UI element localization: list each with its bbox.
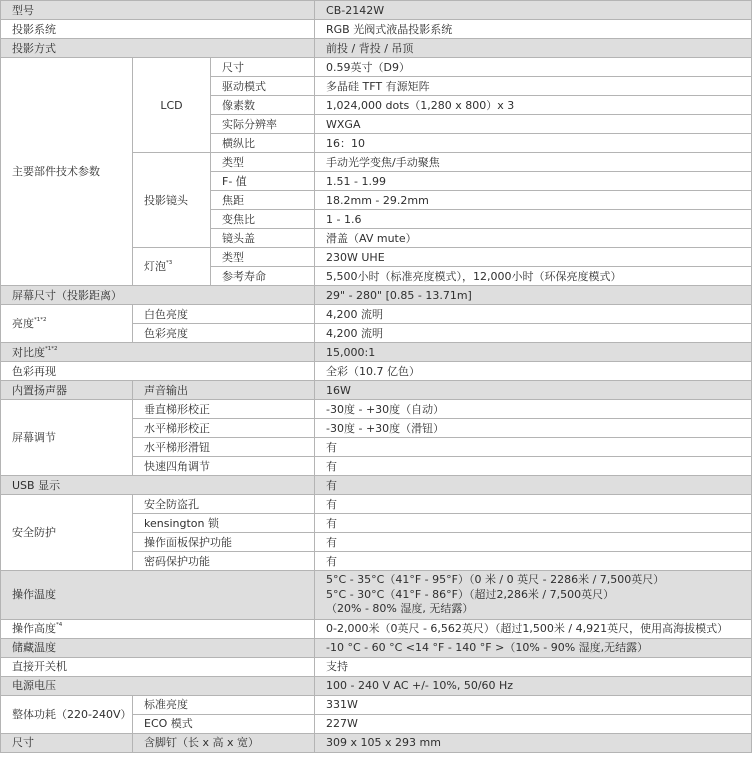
- row-value: 16W: [315, 381, 752, 400]
- table-row: [1, 571, 752, 620]
- row-label: USB 显示: [1, 476, 315, 495]
- row-value: 有: [315, 533, 752, 552]
- row-label: 电源电压: [1, 676, 315, 695]
- row-label: 垂直梯形校正: [133, 400, 315, 419]
- row-value: 1.51 - 1.99: [315, 172, 752, 191]
- subgroup-label-lens: 投影镜头: [133, 153, 211, 248]
- table-row: [1, 58, 752, 77]
- row-value: WXGA: [315, 115, 752, 134]
- row-value: 309 x 105 x 293 mm: [315, 733, 752, 752]
- table-row: [1, 343, 752, 362]
- row-value: 有: [315, 438, 752, 457]
- row-label: [1, 619, 315, 638]
- row-label: 参考寿命: [211, 267, 315, 286]
- brightness-label: 亮度: [12, 317, 34, 330]
- table-row: [1, 676, 752, 695]
- contrast-label: 对比度: [12, 345, 45, 359]
- row-label: 操作面板保护功能: [133, 533, 315, 552]
- row-label: 屏幕尺寸（投影距离）: [1, 286, 315, 305]
- table-row: [1, 20, 752, 39]
- row-value: 230W UHE: [315, 248, 752, 267]
- table-row: [1, 638, 752, 657]
- row-value: 有: [315, 476, 752, 495]
- table-row-header: [1, 1, 752, 20]
- row-label: 尺寸: [1, 733, 133, 752]
- row-value: 0.59英寸（D9）: [315, 58, 752, 77]
- table-row: [1, 657, 752, 676]
- footnote-mark: *1*2: [45, 345, 58, 352]
- row-value: RGB 光阀式液晶投影系统: [315, 20, 752, 39]
- model-label: 型号: [1, 1, 315, 20]
- row-label: 标准亮度: [133, 695, 315, 714]
- row-value: 1 - 1.6: [315, 210, 752, 229]
- row-value: 有: [315, 457, 752, 476]
- row-label: 镜头盖: [211, 229, 315, 248]
- row-label: 驱动模式: [211, 77, 315, 96]
- row-value: 100 - 240 V AC +/- 10%, 50/60 Hz: [315, 676, 752, 695]
- row-label: 密码保护功能: [133, 552, 315, 571]
- row-value: 4,200 流明: [315, 305, 752, 324]
- table-row: [1, 286, 752, 305]
- row-label: 焦距: [211, 191, 315, 210]
- row-label: 像素数: [211, 96, 315, 115]
- row-value: 5,500小时（标准亮度模式），12,000小时（环保亮度模式）: [315, 267, 752, 286]
- row-value: 1,024,000 dots（1,280 x 800）x 3: [315, 96, 752, 115]
- footnote-mark: *1*2: [34, 317, 47, 323]
- temp-line: （20% - 80% 湿度, 无结露）: [326, 602, 474, 615]
- row-label: 储藏温度: [1, 638, 315, 657]
- row-label: 快速四角调节: [133, 457, 315, 476]
- row-value: 18.2mm - 29.2mm: [315, 191, 752, 210]
- altitude-label: 操作高度: [12, 622, 56, 635]
- row-label: F- 值: [211, 172, 315, 191]
- row-value: 多晶硅 TFT 有源矩阵: [315, 77, 752, 96]
- row-sublabel: 声音输出: [133, 381, 315, 400]
- row-value: 4,200 流明: [315, 324, 752, 343]
- row-label: 白色亮度: [133, 305, 315, 324]
- table-row: [1, 362, 752, 381]
- group-label-brightness: [1, 305, 133, 343]
- row-value: 有: [315, 514, 752, 533]
- table-row: [1, 400, 752, 419]
- row-label: 操作温度: [1, 571, 315, 620]
- row-value: 有: [315, 495, 752, 514]
- temp-line: 5°C - 35°C（41°F - 95°F）（0 米 / 0 英尺 - 2286米 / 7,500英尺）: [326, 573, 665, 586]
- row-label: [1, 343, 315, 362]
- row-label: 色彩再现: [1, 362, 315, 381]
- table-row: [1, 495, 752, 514]
- group-label-security: 安全防护: [1, 495, 133, 571]
- row-label: 横纵比: [211, 134, 315, 153]
- table-row: [1, 476, 752, 495]
- table-row: [1, 619, 752, 638]
- row-label: 投影系统: [1, 20, 315, 39]
- row-value: 全彩（10.7 亿色）: [315, 362, 752, 381]
- row-value: 手动光学变焦/手动聚焦: [315, 153, 752, 172]
- group-label-screen-adjust: 屏幕调节: [1, 400, 133, 476]
- row-label: 实际分辨率: [211, 115, 315, 134]
- row-value: 331W: [315, 695, 752, 714]
- row-label: kensington 锁: [133, 514, 315, 533]
- row-value: 0-2,000米（0英尺 - 6,562英尺）（超过1,500米 / 4,921英尺，使用高海拔模式）: [315, 619, 752, 638]
- group-label-power: 整体功耗（220-240V）: [1, 695, 133, 733]
- row-label: 投影方式: [1, 39, 315, 58]
- subgroup-label-lamp: [133, 248, 211, 286]
- row-sublabel: 含脚钉（长 x 高 x 宽）: [133, 733, 315, 752]
- row-label: 水平梯形校正: [133, 419, 315, 438]
- row-label: 变焦比: [211, 210, 315, 229]
- row-value: 前投 / 背投 / 吊顶: [315, 39, 752, 58]
- row-value: -30度 - +30度（滑钮）: [315, 419, 752, 438]
- row-value: -10 °C - 60 °C <14 °F - 140 °F >（10% - 90% 湿度,无结露）: [315, 638, 752, 657]
- row-value: 滑盖（AV mute）: [315, 229, 752, 248]
- model-value: CB-2142W: [315, 1, 752, 20]
- table-row: [1, 381, 752, 400]
- group-label-main: 主要部件技术参数: [1, 58, 133, 286]
- row-value: 15,000:1: [315, 343, 752, 362]
- subgroup-label-lcd: LCD: [133, 58, 211, 153]
- footnote-mark: *3: [166, 260, 173, 266]
- table-row: [1, 733, 752, 752]
- row-value: -30度 - +30度（自动）: [315, 400, 752, 419]
- row-label: 内置扬声器: [1, 381, 133, 400]
- row-value: 有: [315, 552, 752, 571]
- lamp-label: 灯泡: [144, 260, 166, 273]
- table-row: [1, 695, 752, 714]
- row-label: 色彩亮度: [133, 324, 315, 343]
- row-label: 水平梯形滑钮: [133, 438, 315, 457]
- row-value: 227W: [315, 714, 752, 733]
- row-value: 29" - 280" [0.85 - 13.71m]: [315, 286, 752, 305]
- row-label: 尺寸: [211, 58, 315, 77]
- row-label: 安全防盗孔: [133, 495, 315, 514]
- row-label: 类型: [211, 153, 315, 172]
- footnote-mark: *4: [56, 622, 63, 628]
- row-label: ECO 模式: [133, 714, 315, 733]
- temp-line: 5°C - 30°C（41°F - 86°F）（超过2,286米 / 7,500英尺）: [326, 587, 615, 601]
- row-value: 支持: [315, 657, 752, 676]
- row-label: 类型: [211, 248, 315, 267]
- table-row: [1, 39, 752, 58]
- row-label: 直接开关机: [1, 657, 315, 676]
- row-value-multiline: [315, 571, 752, 620]
- table-row: [1, 305, 752, 324]
- row-value: 16：10: [315, 134, 752, 153]
